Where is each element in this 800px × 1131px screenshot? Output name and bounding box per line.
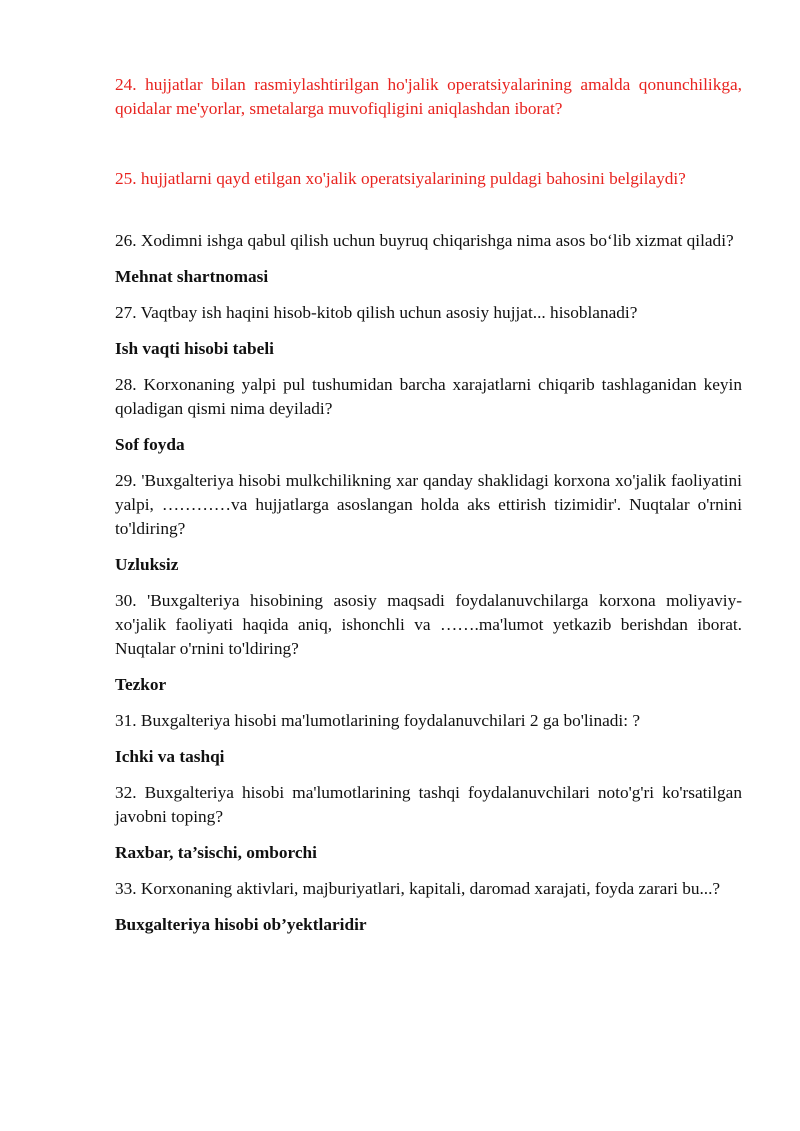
question-24: 24. hujjatlar bilan rasmiylashtirilgan ho'jalik operatsiyalarining amalda qonunchilikga, qoidalar me'yorlar, smetalarga muvofiqligini aniqlashdan iborat? xyxy=(115,75,742,118)
question-27: 27. Vaqtbay ish haqini hisob-kitob qilish uchun asosiy hujjat... hisoblanadi? xyxy=(115,303,638,322)
question-32: 32. Buxgalteriya hisobi ma'lumotlarining tashqi foydalanuvchilari noto'g'ri ko'rsatilgan javobni toping? xyxy=(115,783,742,826)
answer-32: Raxbar, ta’sischi, omborchi xyxy=(115,843,317,862)
question-30: 30. 'Buxgalteriya hisobining asosiy maqsadi foydalanuvchilarga korxona moliyaviy-xo'jalik faoliyati haqida aniq, ishonchli va …….ma'lumot yetkazib berishdan iborat. Nuqtalar o'rnini to'ldiring? xyxy=(115,591,742,658)
question-33: 33. Korxonaning aktivlari, majburiyatlari, kapitali, daromad xarajati, foyda zarari bu...? xyxy=(115,879,721,898)
answer-27: Ish vaqti hisobi tabeli xyxy=(115,339,274,358)
answer-26: Mehnat shartnomasi xyxy=(115,267,269,286)
answer-30: Tezkor xyxy=(115,675,167,694)
question-26: 26. Xodimni ishga qabul qilish uchun buyruq chiqarishga nima asos bo‘lib xizmat qiladi? xyxy=(115,231,734,250)
question-29: 29. 'Buxgalteriya hisobi mulkchilikning xar qanday shaklidagi korxona xo'jalik faoliyatini yalpi, …………va hujjatlarga asoslangan holda aks ettirish tizimidir'. Nuqtalar o'rnini to'ldiring? xyxy=(115,471,742,538)
answer-31: Ichki va tashqi xyxy=(115,747,225,766)
answer-28: Sof foyda xyxy=(115,435,185,454)
question-25: 25. hujjatlarni qayd etilgan xo'jalik operatsiyalarining puldagi bahosini belgilaydi? xyxy=(115,169,686,188)
question-31: 31. Buxgalteriya hisobi ma'lumotlarining foydalanuvchilari 2 ga bo'linadi: ? xyxy=(115,711,641,730)
question-28: 28. Korxonaning yalpi pul tushumidan barcha xarajatlarni chiqarib tashlaganidan keyin qoladigan qismi nima deyiladi? xyxy=(115,375,742,418)
document-page xyxy=(115,73,742,937)
answer-29: Uzluksiz xyxy=(115,555,179,574)
answer-33: Buxgalteriya hisobi ob’yektlaridir xyxy=(115,915,367,934)
